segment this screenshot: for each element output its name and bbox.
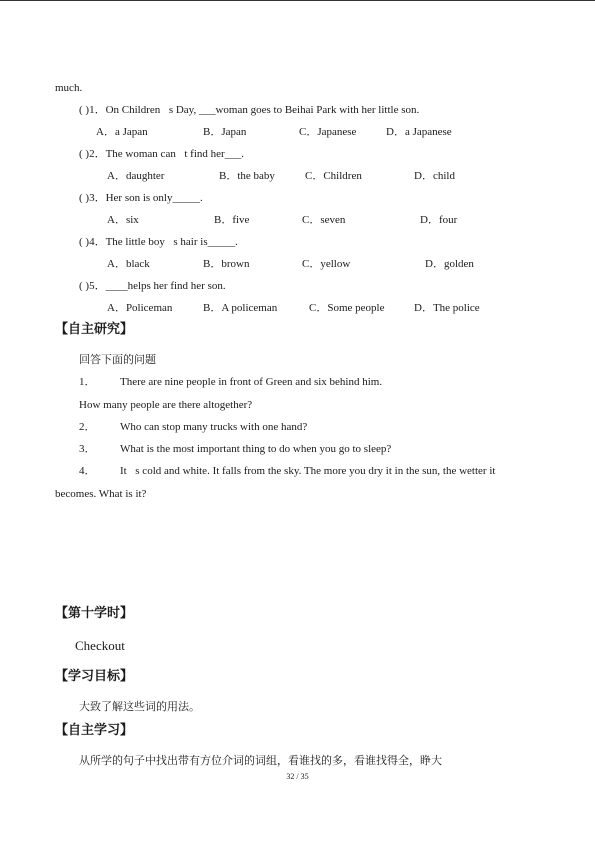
question-5-option-a: A．Policeman — [107, 302, 173, 314]
lesson-heading: 【第十学时】 — [55, 606, 134, 621]
question-4-option-d: D．golden — [425, 258, 474, 270]
question-2-option-d: D．child — [414, 170, 455, 182]
goal-heading: 【学习目标】 — [55, 669, 134, 684]
question-4-stem: ( )4．The little boy s hair is_____. — [79, 236, 238, 248]
study-heading: 【自主学习】 — [55, 723, 134, 738]
question-5-option-d: D．The police — [414, 302, 480, 314]
research-instruction: 回答下面的问题 — [79, 353, 156, 366]
question-2-option-a: A．daughter — [107, 170, 165, 182]
question-5-option-b: B．A policeman — [203, 302, 278, 314]
question-1-option-a: A．a Japan — [96, 126, 148, 138]
research-q4-number: 4． — [79, 465, 96, 477]
question-1-stem: ( )1．On Children s Day, ___woman goes to Beihai Park with her little son. — [79, 104, 420, 116]
research-heading: 【自主研究】 — [55, 322, 134, 337]
question-5-stem: ( )5．____helps her find her son. — [79, 280, 226, 292]
research-q4-text: It s cold and white. It falls from the sky. The more you dry it in the sun, the wetter it — [120, 465, 496, 477]
lesson-title: Checkout — [75, 638, 125, 653]
question-4-option-c: C．yellow — [302, 258, 351, 270]
question-4-option-b: B．brown — [203, 258, 250, 270]
question-1-option-b: B．Japan — [203, 126, 247, 138]
study-text: 从所学的句子中找出带有方位介词的词组，看谁找的多，看谁找得全，睁大 — [79, 754, 442, 767]
continuation-text: much. — [55, 82, 83, 94]
research-q1-followup: How many people are there altogether? — [79, 399, 253, 411]
question-3-stem: ( )3．Her son is only_____. — [79, 192, 203, 204]
page-number: 32 / 35 — [286, 772, 309, 781]
research-q1-number: 1． — [79, 376, 96, 388]
question-3-option-b: B．five — [214, 214, 250, 226]
top-rule — [0, 0, 595, 1]
research-q4-followup: becomes. What is it? — [55, 488, 147, 500]
question-3-option-d: D．four — [420, 214, 458, 226]
question-2-option-b: B．the baby — [219, 170, 275, 182]
research-q3-number: 3． — [79, 443, 96, 455]
question-1-option-d: D．a Japanese — [386, 126, 452, 138]
research-q1-text: There are nine people in front of Green and six behind him. — [120, 376, 383, 388]
question-1-option-c: C．Japanese — [299, 126, 357, 138]
research-q2-number: 2． — [79, 421, 96, 433]
question-3-option-c: C．seven — [302, 214, 346, 226]
question-3-option-a: A．six — [107, 214, 139, 226]
goal-text: 大致了解这些词的用法。 — [79, 700, 200, 713]
question-2-stem: ( )2．The woman can t find her___. — [79, 148, 244, 160]
research-q3-text: What is the most important thing to do when you go to sleep? — [120, 443, 392, 455]
question-5-option-c: C．Some people — [309, 302, 385, 314]
question-2-option-c: C．Children — [305, 170, 362, 182]
research-q2-text: Who can stop many trucks with one hand? — [120, 421, 308, 433]
question-4-option-a: A．black — [107, 258, 150, 270]
